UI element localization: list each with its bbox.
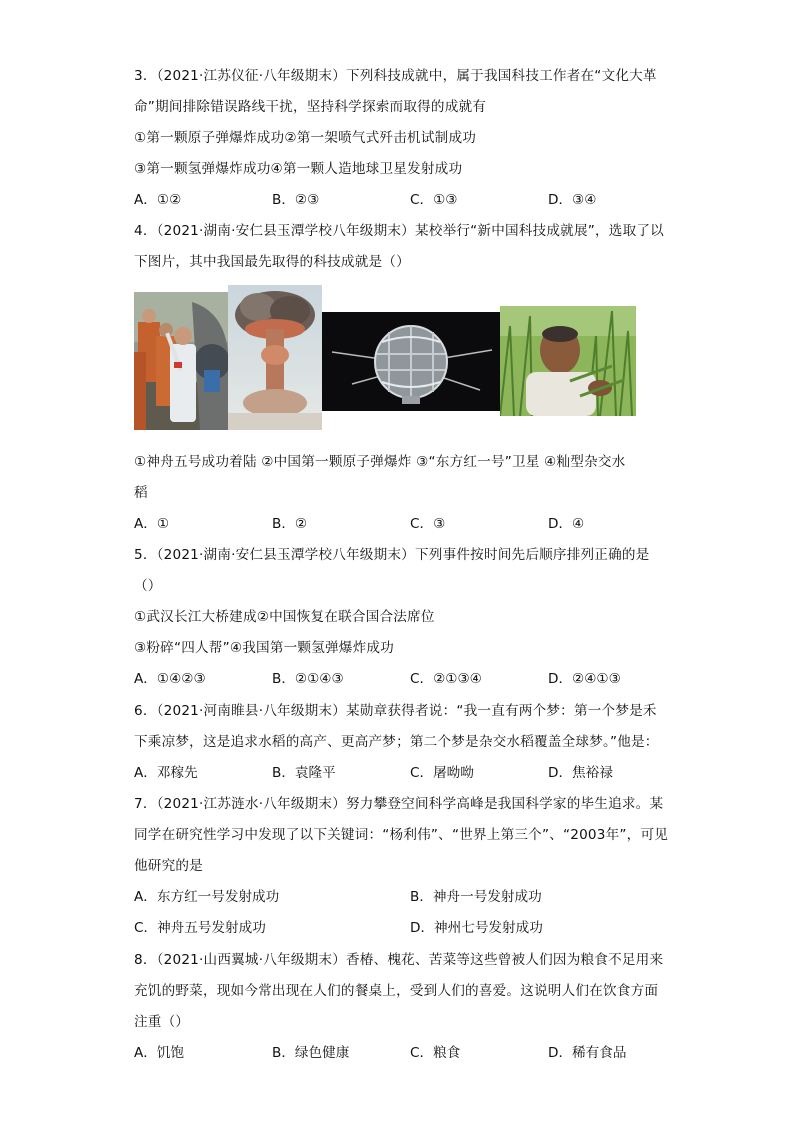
q7-option-b[interactable]: B．神舟一号发射成功 <box>410 889 542 905</box>
q8-option-b[interactable]: B．绿色健康 <box>272 1045 350 1061</box>
q6-option-d[interactable]: D．焦裕禄 <box>548 765 613 781</box>
q6-stem-line-1: 6．（2021·河南睢县·八年级期末）某勋章获得者说：“我一直有两个梦：第一个梦是禾 <box>134 703 657 719</box>
q7-option-d[interactable]: D．神州七号发射成功 <box>410 920 543 936</box>
q5-items-line-2: ③粉碎“四人帮”④我国第一颗氢弹爆炸成功 <box>134 640 394 656</box>
q5-stem-line-2: （） <box>134 578 162 594</box>
q5-option-c[interactable]: C．②①③④ <box>410 671 482 687</box>
q3-items-line-2: ③第一颗氢弹爆炸成功④第一颗人造地球卫星发射成功 <box>134 161 463 177</box>
q3-option-a[interactable]: A．①② <box>134 192 182 208</box>
q6-option-a[interactable]: A．邓稼先 <box>134 765 198 781</box>
astronaut-photo <box>134 292 228 430</box>
mushroom-cloud-photo <box>228 285 322 430</box>
q7-option-c[interactable]: C．神舟五号发射成功 <box>134 920 266 936</box>
q6-stem-line-2: 下乘凉梦，这是追求水稻的高产、更高产梦；第二个梦是杂交水稻覆盖全球梦。”他是： <box>134 734 659 750</box>
q3-items-line-1: ①第一颗原子弹爆炸成功②第一架喷气式歼击机试制成功 <box>134 130 477 146</box>
satellite-photo <box>322 312 500 411</box>
q5-option-b[interactable]: B．②①④③ <box>272 671 344 687</box>
q8-stem-line-2: 充饥的野菜，现如今常出现在人们的餐桌上，受到人们的喜爱。这说明人们在饮食方面 <box>134 983 659 999</box>
q3-option-d[interactable]: D．③④ <box>548 192 597 208</box>
q5-stem-line-1: 5．（2021·湖南·安仁县玉潭学校八年级期末）下列事件按时间先后顺序排列正确的是 <box>134 547 650 563</box>
q4-option-a[interactable]: A．① <box>134 516 170 532</box>
q8-option-a[interactable]: A．饥饱 <box>134 1045 185 1061</box>
q4-option-b[interactable]: B．② <box>272 516 308 532</box>
q3-option-c[interactable]: C．①③ <box>410 192 458 208</box>
q4-items-line-2: 稻 <box>134 485 148 501</box>
q3-stem-line-1: 3．（2021·江苏仪征·八年级期末）下列科技成就中，属于我国科技工作者在“文化大革 <box>134 68 657 84</box>
q4-stem-line-2: 下图片，其中我国最先取得的科技成就是（） <box>134 254 410 270</box>
q7-stem-line-2: 同学在研究性学习中发现了以下关键词：“杨利伟”、“世界上第三个”、“2003年”，可见 <box>134 827 669 843</box>
q3-option-b[interactable]: B．②③ <box>272 192 320 208</box>
q7-stem-line-1: 7．（2021·江苏涟水·八年级期末）努力攀登空间科学高峰是我国科学家的毕生追求。某 <box>134 796 664 812</box>
q8-option-d[interactable]: D．稀有食品 <box>548 1045 627 1061</box>
q6-option-c[interactable]: C．屠呦呦 <box>410 765 474 781</box>
q4-option-c[interactable]: C．③ <box>410 516 446 532</box>
q4-stem-line-1: 4．（2021·湖南·安仁县玉潭学校八年级期末）某校举行“新中国科技成就展”，选取了以 <box>134 223 664 239</box>
q7-option-a[interactable]: A．东方红一号发射成功 <box>134 889 280 905</box>
q5-option-a[interactable]: A．①④②③ <box>134 671 206 687</box>
q5-option-d[interactable]: D．②④①③ <box>548 671 621 687</box>
q3-stem-line-2: 命”期间排除错误路线干扰，坚持科学探索而取得的成就有 <box>134 99 487 115</box>
q8-stem-line-3: 注重（） <box>134 1014 190 1030</box>
q4-items-line-1: ①神舟五号成功着陆 ②中国第一颗原子弹爆炸 ③“东方红一号”卫星 ④籼型杂交水 <box>134 454 626 470</box>
q4-option-d[interactable]: D．④ <box>548 516 585 532</box>
q8-option-c[interactable]: C．粮食 <box>410 1045 461 1061</box>
rice-scientist-photo <box>500 306 636 416</box>
q7-stem-line-3: 他研究的是 <box>134 858 203 874</box>
q6-option-b[interactable]: B．袁隆平 <box>272 765 336 781</box>
q8-stem-line-1: 8．（2021·山西翼城·八年级期末）香椿、槐花、苦菜等这些曾被人们因为粮食不足用来 <box>134 952 664 968</box>
q5-items-line-1: ①武汉长江大桥建成②中国恢复在联合国合法席位 <box>134 609 435 625</box>
